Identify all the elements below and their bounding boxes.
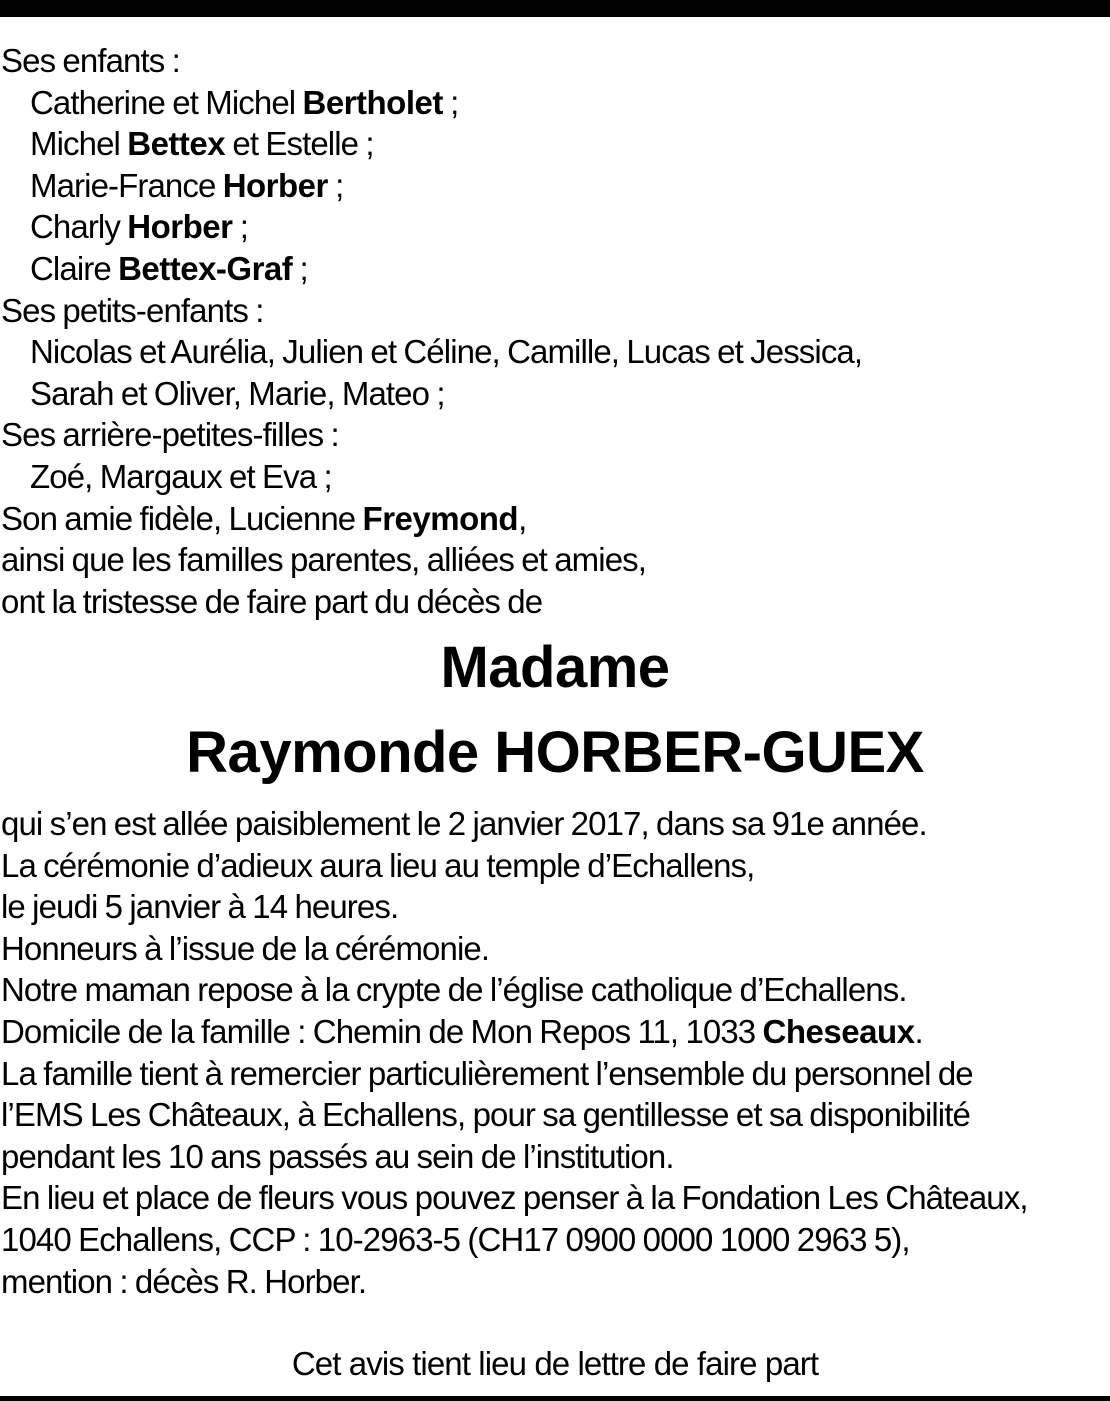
- child-suffix: ;: [232, 208, 248, 246]
- deceased-name: Raymonde HORBER-GUEX: [186, 720, 924, 785]
- child-surname: Horber: [222, 166, 328, 204]
- child-suffix: ;: [442, 83, 459, 121]
- child-surname: Bertholet: [302, 83, 443, 121]
- child-suffix: et Estelle ;: [225, 125, 374, 163]
- child-suffix: ;: [327, 166, 344, 204]
- child-entry: [1, 165, 1109, 207]
- donation-account-line: 1040 Echallens, CCP : 10-2963-5 (CH17 0900 0000 1000 2963 5),: [1, 1220, 910, 1258]
- honours-line: Honneurs à l’issue de la cérémonie.: [1, 929, 490, 967]
- footer-note: Cet avis tient lieu de lettre de faire part: [291, 1345, 819, 1382]
- domicile-address: Domicile de la famille : Chemin de Mon Repos 11, 1033: [1, 1012, 763, 1050]
- child-entry: [1, 82, 1109, 124]
- friend-line: [1, 498, 1109, 540]
- repose-line: Notre maman repose à la crypte de l’église catholique d’Echallens.: [1, 971, 907, 1009]
- grandchildren-line: Nicolas et Aurélia, Julien et Céline, Camille, Lucas et Jessica,: [30, 333, 863, 371]
- friend-prefix: Son amie fidèle, Lucienne: [1, 499, 363, 537]
- domicile-line: [1, 1011, 1109, 1053]
- great-grandchildren-heading: Ses arrière-petites-filles :: [1, 416, 339, 454]
- child-entry: [1, 248, 1109, 290]
- donation-line: En lieu et place de fleurs vous pouvez penser à la Fondation Les Châteaux,: [1, 1179, 1028, 1217]
- grandchildren-heading: Ses petits-enfants :: [1, 291, 264, 329]
- child-entry: [1, 123, 1109, 165]
- child-surname: Horber: [127, 208, 233, 246]
- domicile-town: Cheseaux: [762, 1012, 915, 1050]
- top-border-rule: [0, 0, 1110, 17]
- grandchildren-line: Sarah et Oliver, Marie, Mateo ;: [30, 374, 445, 412]
- donation-mention-line: mention : décès R. Horber.: [1, 1262, 367, 1300]
- announcement-line: ont la tristesse de faire part du décès de: [1, 582, 543, 620]
- bottom-border-rule: [0, 1396, 1110, 1401]
- domicile-suffix: .: [914, 1012, 923, 1050]
- child-given-names: Catherine et Michel: [30, 83, 303, 121]
- child-suffix: ;: [292, 249, 308, 287]
- passing-line: qui s’en est allée paisiblement le 2 janvier 2017, dans sa 91e année.: [1, 805, 927, 842]
- children-heading: Ses enfants :: [1, 42, 180, 79]
- great-grandchildren-line: Zoé, Margaux et Eva ;: [30, 457, 332, 495]
- thanks-line: l’EMS Les Châteaux, à Echallens, pour sa gentillesse et sa disponibilité: [1, 1096, 970, 1134]
- thanks-line: La famille tient à remercier particulièrement l’ensemble du personnel de: [1, 1054, 973, 1092]
- family-list: [1, 40, 1109, 622]
- child-given-names: Charly: [30, 208, 128, 246]
- thanks-line: pendant les 10 ans passés au sein de l’institution.: [1, 1137, 674, 1175]
- friend-surname: Freymond: [362, 499, 519, 537]
- ceremony-line: La cérémonie d’adieux aura lieu au temple d’Echallens,: [1, 846, 755, 884]
- friend-suffix: ,: [518, 499, 527, 537]
- deceased-title: Madame: [440, 635, 670, 700]
- relatives-line: ainsi que les familles parentes, alliées et amies,: [1, 541, 647, 579]
- notice-details: [1, 803, 1109, 1302]
- child-surname: Bettex: [127, 125, 226, 163]
- child-given-names: Claire: [30, 249, 119, 287]
- child-given-names: Michel: [30, 125, 128, 163]
- child-given-names: Marie-France: [30, 166, 223, 204]
- ceremony-date-line: le jeudi 5 janvier à 14 heures.: [1, 888, 399, 926]
- child-entry: [1, 206, 1109, 248]
- child-surname: Bettex-Graf: [118, 249, 293, 287]
